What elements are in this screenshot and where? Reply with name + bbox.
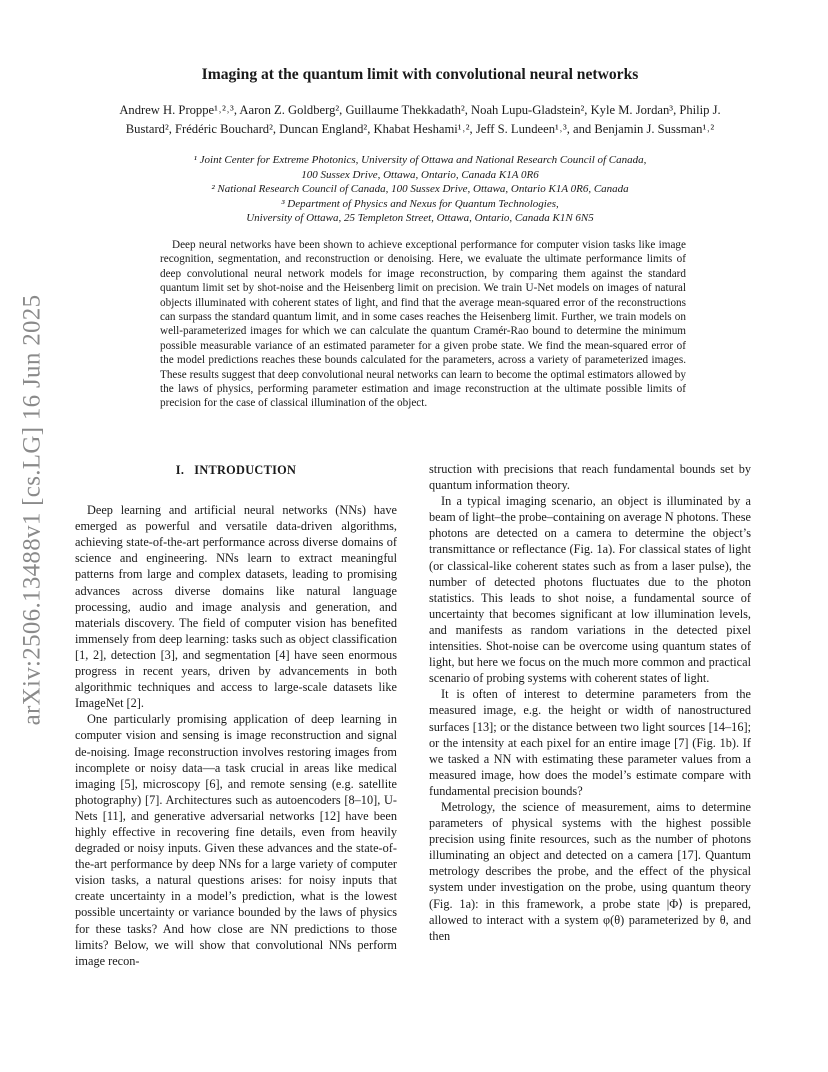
paper-title: Imaging at the quantum limit with convolutional neural networks: [201, 66, 639, 83]
affiliation-line: University of Ottawa, 25 Templeton Street, Ottawa, Ontario, Canada K1N 6N5: [246, 212, 594, 225]
arxiv-stamp: [12, 294, 52, 726]
body-paragraph: Deep learning and artificial neural networks (NNs) have emerged as powerful and versatile data-driven algorithms, achieving state-of-the-art performance across diverse domains of science and engineering. NNs learn to extract meaningful patterns from large and complex datasets, leading to promising advances across diverse domains like natural language processing, audio and image analysis and generation, and materials discovery. The field of computer vision has benefited immensely from deep learning: tasks such as object classification [1, 2], detection [3], and segmentation [4] have seen enormous progress in recent years, driven by advancements in both algorithmic techniques and access to large-scale datasets like ImageNet [2].: [75, 503, 397, 711]
section-number: I.: [175, 463, 185, 477]
affiliations: [100, 153, 740, 226]
affiliation-line: ³ Department of Physics and Nexus for Quantum Technologies,: [281, 197, 559, 210]
body-paragraph: One particularly promising application of deep learning in computer vision and sensing is image reconstruction and signal de-noising. Image reconstruction involves restoring images from incomplete or noisy data—a task crucial in areas like medical imaging [5], microscopy [6], and remote sensing (e.g. satellite photography) [7]. Architectures such as autoencoders [8–10], U-Nets [11], and generative adversarial networks [12] have been highly effective in recovering fine details, even from heavily degraded or noisy inputs. Given these advances and the state-of-the-art performance by deep NNs for a large variety of computer vision tasks, a natural questions arises: for noisy inputs that create uncertainty in a model’s prediction, what is the lowest possible uncertainty or variance bounded by the laws of physics for these tasks? And how close are NN predictions to those limits? Below, we will show that convolutional NNs perform image recon-: [75, 712, 397, 968]
affiliation-line: ¹ Joint Center for Extreme Photonics, University of Ottawa and National Research Council of Canada,: [193, 154, 647, 166]
left-column: [75, 462, 397, 969]
body-paragraph: In a typical imaging scenario, an object is illuminated by a beam of light–the probe–containing on average N photons. These photons are detected on a camera to determine the object’s transmittance or reflectance (Fig. 1a). For classical states of light (or classical-like coherent states such as from a laser pulse), the number of detected photons fluctuates due to the photon statistics. This leads to shot noise, a fundamental source of uncertainty that becomes significant at low illumination levels, and manifests as random variations in the detected pixel intensities. Shot-noise can be overcome using quantum states of light, but here we focus on the much more common and practical scenario of probing systems with coherent states of light.: [429, 494, 751, 686]
section-heading: [75, 462, 397, 478]
author-list: Andrew H. Proppe¹˒²˒³, Aaron Z. Goldberg², Guillaume Thekkadath², Noah Lupu-Gladstein², Kyle M. Jordan³, Philip J. Bustard², Frédéric Bouchard², Duncan England², Khabat Heshami¹˒², Jeff S. Lundeen¹˒³, and Benjamin J. Sussman¹˒²: [119, 103, 721, 136]
section-title: INTRODUCTION: [194, 463, 297, 477]
affiliation-line: ² National Research Council of Canada, 100 Sussex Drive, Ottawa, Ontario K1A 0R6, Canada: [211, 183, 629, 196]
affiliation-line: 100 Sussex Drive, Ottawa, Ontario, Canada K1A 0R6: [301, 168, 539, 181]
body-paragraph: Metrology, the science of measurement, aims to determine parameters of physical systems with the highest possible precision using finite resources, such as the number of photons illuminating an object and detected on a camera [17]. Quantum metrology describes the probe, and the effect of the physical system under investigation on the probe, using quantum theory (Fig. 1a): in this framework, a probe state |Φ⟩ is prepared, allowed to interact with a system φ(θ) parameterized by θ, and then: [429, 799, 751, 943]
right-column: [429, 461, 751, 944]
body-paragraph: It is often of interest to determine parameters from the measured image, e.g. the height or width of nanostructured surfaces [13]; or the distance between two light sources [14–16]; or the intensity at each pixel for an entire image [7] (Fig. 1b). If we tasked a NN with estimating these parameter values from a measured image, how does the model’s estimate compare with fundamental precision bounds?: [429, 687, 751, 798]
arxiv-stamp-text: arXiv:2506.13488v1 [cs.LG] 16 Jun 2025: [18, 294, 46, 726]
abstract: Deep neural networks have been shown to achieve exceptional performance for computer vision tasks like image recognition, segmentation, and reconstruction or denoising. Here, we evaluate the ultimate performance limits of deep convolutional neural network models for image reconstruction, by comparing them against the standard quantum limit set by shot-noise and the Heisenberg limit on precision. We train U-Net models on images of natural objects illuminated with coherent states of light, and find that the average mean-squared error of the reconstructions can surpass the standard quantum limit, and in some cases reaches the Heisenberg limit. Further, we train models on well-parameterized images for which we can calculate the quantum Cramér-Rao bound to determine the minimum possible measurable variance of an estimated parameter for a given probe state. We find the mean-squared error of the model predictions reaches these bounds calculated for the parameters, across a variety of parameterized images. These results suggest that deep convolutional neural networks can learn to become the optimal estimators allowed by the laws of physics, performing parameter estimation and image reconstruction at the ultimate possible limits of precision for the case of classical illumination of the object.: [160, 239, 686, 410]
body-paragraph-continued: struction with precisions that reach fundamental bounds set by quantum information theory.: [429, 462, 751, 493]
